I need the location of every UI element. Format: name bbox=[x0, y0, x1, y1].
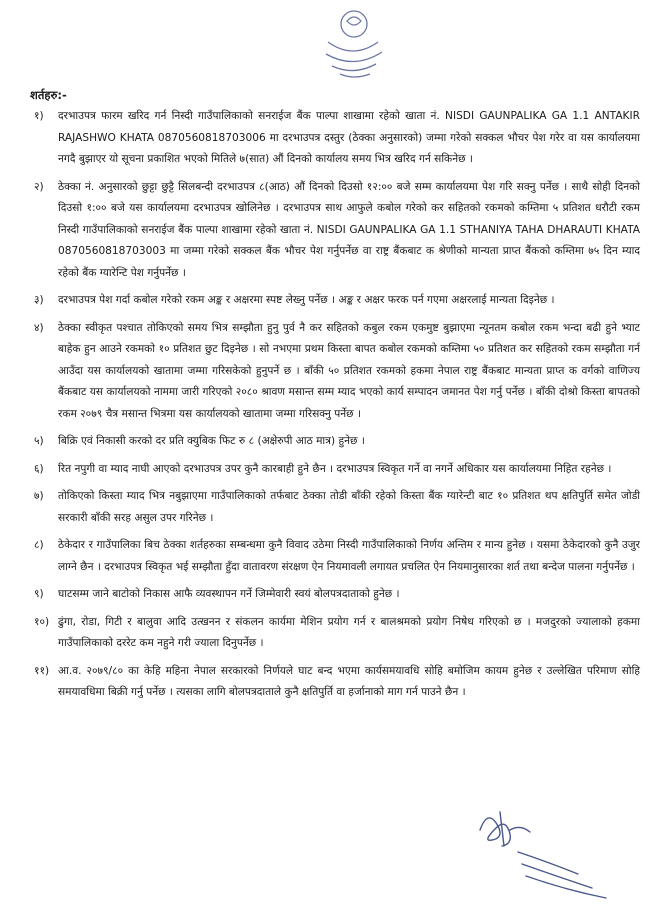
term-text: आ.व. २०७९/८० का केहि महिना नेपाल सरकारको निर्णयले घाट बन्द भएमा कार्यसमयावधि सोहि बमोजिम कायम हुनेछ र उल्लेखित परिमाण सोहि समयावधिमा बिक्री गर्नु पर्नेछ । त्यसका लागि बोलपत्रदाताले कुनै क्षतिपुर्ति वा हर्जानाको माग गर्न पाउने छैन । bbox=[58, 664, 640, 698]
term-item bbox=[30, 661, 640, 704]
term-text: दरभाउपत्र पेश गर्दा कबोल गरेको रकम अङ्क र अक्षरमा स्पष्ट लेख्नु पर्नेछ । अङ्क र अक्षर फरक पर्न गएमा अक्षरलाई मान्यता दिइनेछ । bbox=[58, 294, 555, 306]
term-text: बिक्रि एवं निकासी करको दर प्रति क्युबिक फिट रु ८ (अक्षेरुपी आठ मात्र) हुनेछ । bbox=[58, 435, 365, 447]
term-item bbox=[30, 486, 640, 529]
term-text: घाटसम्म जाने बाटोको निकास आफै व्यवस्थापन गर्ने जिम्मेवारी स्वयं बोलपत्रदाताको हुनेछ । bbox=[58, 588, 400, 600]
term-text: तोकिएको किस्ता म्याद भित्र नबुझाएमा गाउँपालिकाको तर्फबाट ठेक्का तोडी बाँकी रहेको किस्ता बैंक ग्यारेन्टी बाट १० प्रतिशत थप क्षतिपुर्ति समेत जोडी सरकारी बाँकी सरह असुल उपर गरिनेछ । bbox=[58, 490, 640, 524]
term-number: ३) bbox=[34, 294, 44, 306]
term-number: ५) bbox=[34, 435, 44, 447]
term-item bbox=[30, 584, 640, 606]
term-text: ठेक्का नं. अनुसारको छुट्टा छुट्टै सिलबन्दी दरभाउपत्र ८(आठ) औं दिनको दिउसो १२:०० बजे सम्म कार्यालयमा पेश गरि सक्नु पर्नेछ । साथै सोही दिनको दिउसो १:०० बजे यस कार्यालयमा दरभाउपत्र खोलिनेछ । दरभाउपत्र साथ आफुले कबोल गरेको कर सहितको रकमको कम्तिमा ५ प्रतिशत धरौटी रकम निस्दी गाउँपालिकाको सनराईज बैंक पाल्पा शाखामा रहेको खाता नं. NISDI GAUNPALIKA GA 1.1 STHANIYA TAHA DHARAUTI KHATA 0870560818703003 मा जम्मा गरेको सक्कल बैंक भौचर पेश गर्नुपर्नेछ वा राष्ट्र बैंकबाट क श्रेणीको मान्यता प्राप्त बैंकको कम्तिमा ७५ दिन म्याद रहेको बैंक ग्यारेन्टि पेश गर्नुपर्नेछ । bbox=[58, 180, 640, 279]
terms-heading: शर्तहरु:- bbox=[30, 88, 67, 102]
term-number: १०) bbox=[34, 615, 50, 628]
term-item bbox=[30, 431, 640, 453]
term-item bbox=[30, 459, 640, 481]
term-item bbox=[30, 177, 640, 285]
signature-stamp bbox=[470, 800, 650, 905]
term-item bbox=[30, 612, 640, 655]
term-number: १) bbox=[34, 110, 44, 122]
term-item bbox=[30, 318, 640, 426]
term-text: दरभाउपत्र फारम खरिद गर्न निस्दी गाउँपालिकाको सनराईज बैंक पाल्पा शाखामा रहेको खाता नं. NISDI GAUNPALIKA GA 1.1 ANTAKIR RAJASHWO KHATA 0870560818703006 मा दरभाउपत्र दस्तुर (ठेक्का अनुसारको) जम्मा गरेको सक्कल भौचर पेश गरेर वा यस कार्यालयमा नगदै बुझाएर यो सूचना प्रकाशित भएको मितिले ७(सात) औं दिनको कार्यालय समय भित्र खरिद गर्न सकिनेछ । bbox=[58, 110, 640, 165]
term-item bbox=[30, 106, 640, 171]
term-text: ठेकेदार र गाउँपालिका बिच ठेक्का शर्तहरुका सम्बन्धमा कुनै विवाद उठेमा निस्दी गाउँपालिकाको निर्णय अन्तिम र मान्य हुनेछ । यसमा ठेकेदारको कुनै उजुर लाग्ने छैन । दरभाउपत्र स्विकृत भई सम्झौता हुँदा वातावरण संरक्षण ऐन नियमावली लगायत प्रचलित ऐन नियमानुसारका शर्त तथा बन्देज पालना गर्नुपर्नेछ । bbox=[58, 539, 640, 573]
office-seal-stamp bbox=[318, 4, 388, 84]
term-number: ८) bbox=[34, 539, 44, 551]
term-text: ढुंगा, रोडा, गिटी र बालुवा आदि उत्खनन र संकलन कार्यमा मेशिन प्रयोग गर्न र बालश्रमको प्रयोग निषेध गरिएको छ । मजदुरको ज्यालाको हकमा गाउँपालिकाको दररेट कम नहुने गरी ज्याला दिनुपर्नेछ । bbox=[58, 615, 640, 649]
terms-list bbox=[30, 106, 640, 710]
term-item bbox=[30, 290, 640, 312]
term-number: २) bbox=[34, 180, 44, 193]
term-number: ७) bbox=[34, 490, 44, 502]
term-number: ४) bbox=[34, 321, 44, 334]
term-text: ठेक्का स्वीकृत पश्चात तोकिएको समय भित्र सम्झौता हुनु पुर्व नै कर सहितको कबुल रकम एकमुष्ट बुझाएमा न्यूनतम कबोल रकम भन्दा बढी हुने भ्याट बाहेक हुन आउने रकमको १० प्रतिशत छुट दिइनेछ । सो नभएमा प्रथम किस्ता बापत कबोल रकमको कम्तिमा ५० प्रतिशत कर सहितको रकम सम्झौता गर्न आउँदा यस कार्यालयको खातामा जम्मा गरिसकेको हुनुपर्ने छ । बाँकी ५० प्रतिशत रकमको हकमा नेपाल राष्ट्र बैंकबाट मान्यता प्राप्त क वर्गको वाणिज्य बैंकबाट यस कार्यालयको नाममा जारी गरिएको २०८० श्रावण मसान्त सम्म म्याद भएको कार्य सम्पादन जमानत पेश गर्नु पर्नेछ । बाँकी दोश्रो किस्ता बापतको रकम २०७९ चैत्र मसान्त भित्रमा यस कार्यालयको खातामा जम्मा गरिसक्नु पर्नेछ । bbox=[58, 321, 640, 420]
term-number: ६) bbox=[34, 462, 44, 475]
term-number: ९) bbox=[34, 588, 44, 600]
term-text: रित नपुगी वा म्याद नाघी आएको दरभाउपत्र उपर कुनै कारबाही हुने छैन । दरभाउपत्र स्विकृत गर्ने वा नगर्ने अधिकार यस कार्यालयमा निहित रहनेछ । bbox=[58, 462, 612, 475]
term-item bbox=[30, 535, 640, 578]
term-number: ११) bbox=[34, 664, 50, 677]
